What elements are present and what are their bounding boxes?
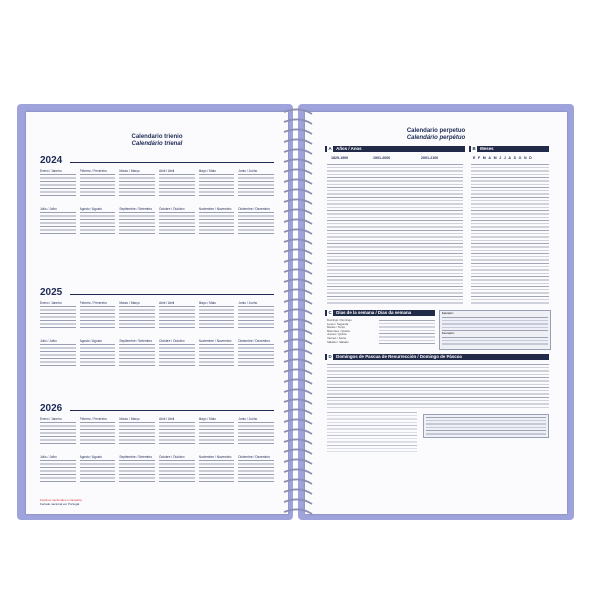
weekday-list: Domingo / Domingo Lunes / Segunda Martes / Terça Miércoles / Quarta Jueves / Quinta Viernes / Sexta Sábado / Sábado xyxy=(327,318,352,344)
legend-table xyxy=(423,414,549,438)
section-a-years: A Años / Anos xyxy=(325,146,465,152)
easter-notes xyxy=(327,412,417,452)
page-title: Calendario perpetuo xyxy=(406,128,466,134)
column-header: 1829-1900 xyxy=(331,156,349,160)
years-table xyxy=(327,164,463,304)
section-c-weekdays: C Días de la semana / Dias da semana xyxy=(325,310,435,316)
month-row: Enero / Janeiro Febrero / Fevereiro Marzo / Março Abril / Abril Mayo / Maio Junio / Junho xyxy=(40,417,274,444)
easter-table xyxy=(327,364,549,408)
month-row: Enero / Janeiro Febrero / Fevereiro Marzo / Março Abril / Abril Mayo / Maio Junio / Junho xyxy=(40,301,274,328)
month-row: Julio / Julho Agosto / Agosto Septiembre / Setembro Octubre / Outubro Noviembre / Novembro Diciembre / Dezembro xyxy=(40,207,274,234)
month-row: Enero / Janeiro Febrero / Fevereiro Marzo / Março Abril / Abril Mayo / Maio Junio / Junho xyxy=(40,169,274,196)
holiday-legend: Festivos nacionales en España Feriado nacional em Portugal xyxy=(40,498,82,506)
page-title: Calendario trienio xyxy=(131,134,183,140)
year-label: 2026 xyxy=(40,403,63,414)
example-box: Ejemplo: Exemplo: xyxy=(439,310,551,350)
spiral-binding xyxy=(278,100,318,530)
right-page xyxy=(305,112,567,514)
page-subtitle: Calendário perpétuo xyxy=(406,135,466,141)
months-table xyxy=(471,164,549,304)
month-letters: EFMAMJJASOND xyxy=(473,156,535,160)
section-d-easter: D Domingos de Pascua de Resurrección / Domingo de Páscoa xyxy=(325,354,549,360)
page-subtitle: Calendário trienal xyxy=(131,141,183,147)
section-b-months: B Meses xyxy=(469,146,549,152)
year-label: 2025 xyxy=(40,287,63,298)
column-header: 2001-2100 xyxy=(421,156,439,160)
month-row: Julio / Julho Agosto / Agosto Septiembre / Setembro Octubre / Outubro Noviembre / Novembro Diciembre / Dezembro xyxy=(40,455,274,482)
left-page xyxy=(26,112,288,514)
column-header: 1901-2000 xyxy=(373,156,391,160)
month-row: Julio / Julho Agosto / Agosto Septiembre / Setembro Octubre / Outubro Noviembre / Novembro Diciembre / Dezembro xyxy=(40,339,274,366)
weekday-table xyxy=(379,320,435,346)
year-label: 2024 xyxy=(40,155,63,166)
